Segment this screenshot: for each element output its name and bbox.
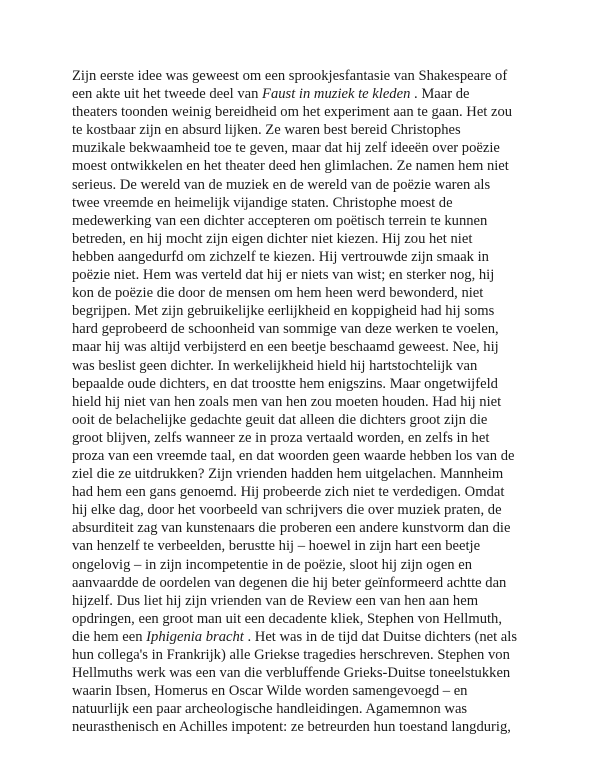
text-line xyxy=(72,266,537,284)
text-line xyxy=(72,646,537,664)
text-segment: . Maar de xyxy=(410,86,470,103)
text-line xyxy=(72,357,537,375)
text-line xyxy=(72,194,537,212)
text-segment: Hellmuths werk was een van die verbluffende Grieks-Duitse toneelstukken xyxy=(72,665,511,682)
document-page xyxy=(72,67,537,736)
italic-title: Iphigenia bracht xyxy=(146,628,244,645)
text-line xyxy=(72,320,537,338)
text-segment: een akte uit het tweede deel van xyxy=(72,86,263,103)
text-segment: hij elke dag, door het voorbeeld van schrijvers die over muziek praten, de xyxy=(72,502,502,519)
text-segment: van henzelf te verbeelden, berustte hij – hoewel in zijn hart een beetje xyxy=(72,538,481,555)
text-line xyxy=(72,537,537,555)
text-line xyxy=(72,411,537,429)
text-segment: absurditeit zag van kunstenaars die proberen een andere kunstvorm dan die xyxy=(72,520,511,537)
text-segment: serieus. De wereld van de muziek en de wereld van de poëzie waren als xyxy=(72,176,491,193)
text-line xyxy=(72,248,537,266)
text-segment: maar hij was altijd verbijsterd en een beetje beschaamd geweest. Nee, hij xyxy=(72,339,499,356)
text-segment: begrijpen. Met zijn gebruikelijke eerlijkheid en koppigheid had hij soms xyxy=(72,303,495,320)
text-line xyxy=(72,519,537,537)
text-line xyxy=(72,375,537,393)
text-line xyxy=(72,556,537,574)
text-line xyxy=(72,67,537,85)
text-segment: . Het was in de tijd dat Duitse dichters (net als xyxy=(243,628,518,645)
text-line xyxy=(72,393,537,411)
text-segment: ziel die ze uitdrukken? Zijn vrienden hadden hem uitgelachen. Mannheim xyxy=(72,466,504,483)
text-segment: ongelovig – in zijn incompetentie in de poëzie, sloot hij zijn ogen en xyxy=(72,556,473,573)
text-segment: bepaalde oude dichters, en dat troostte hem enigszins. Maar ongetwijfeld xyxy=(72,375,498,392)
text-segment: had hem een gans genoemd. Hij probeerde zich niet te verdedigen. Omdat xyxy=(72,484,505,501)
text-segment: kon de poëzie die door de mensen om hem heen werd bewonderd, niet xyxy=(72,285,484,302)
text-line xyxy=(72,176,537,194)
text-line xyxy=(72,157,537,175)
text-line xyxy=(72,284,537,302)
text-segment: twee vreemde en heimelijk vijandige staten. Christophe moest de xyxy=(72,194,453,211)
text-segment: hijzelf. Dus liet hij zijn vrienden van de Review een van hen aan hem xyxy=(72,592,479,609)
text-segment: te kostbaar zijn en absurd lijken. Ze waren best bereid Christophes xyxy=(72,122,461,139)
text-line xyxy=(72,85,537,103)
text-line xyxy=(72,718,537,736)
text-line xyxy=(72,338,537,356)
text-line xyxy=(72,574,537,592)
text-line xyxy=(72,429,537,447)
text-line xyxy=(72,139,537,157)
text-segment: waarin Ibsen, Homerus en Oscar Wilde worden samengevoegd – en xyxy=(72,683,468,700)
italic-title: Faust in muziek te kleden xyxy=(262,86,411,103)
text-line xyxy=(72,302,537,320)
text-line xyxy=(72,103,537,121)
text-segment: ooit de belachelijke gedachte geuit dat alleen die dichters groot zijn die xyxy=(72,411,488,428)
text-segment: hun collega's in Frankrijk) alle Griekse tragedies herschreven. Stephen von xyxy=(72,647,510,663)
text-line xyxy=(72,664,537,682)
text-segment: neurasthenisch en Achilles impotent: ze betreurden hun toestand langdurig, xyxy=(72,719,511,736)
text-segment: theaters toonden weinig bereidheid om het experiment aan te gaan. Het zou xyxy=(72,104,513,121)
text-segment: hebben aangedurfd om zichzelf te kiezen. Hij vertrouwde zijn smaak in xyxy=(72,248,489,265)
text-segment: proza van een vreemde taal, en dat woorden geen waarde hebben los van de xyxy=(72,447,515,464)
text-segment: die hem een xyxy=(72,628,147,645)
text-segment: groot blijven, zelfs wanneer ze in proza vertaald worden, en zelfs in het xyxy=(72,429,490,446)
text-segment: natuurlijk een paar archeologische handleidingen. Agamemnon was xyxy=(72,701,468,718)
text-segment: muzikale bekwaamheid toe te geven, maar dat hij zelf ideeën over poëzie xyxy=(72,140,500,157)
text-line xyxy=(72,682,537,700)
text-segment: opdringen, een groot man uit een decadente kliek, Stephen von Hellmuth, xyxy=(72,610,502,627)
text-line xyxy=(72,592,537,610)
text-line xyxy=(72,610,537,628)
text-segment: poëzie niet. Hem was verteld dat hij er niets van wist; en sterker nog, hij xyxy=(72,267,495,284)
text-segment: hard geprobeerd de schoonheid van sommige van deze werken te voelen, xyxy=(72,321,499,338)
text-segment: aanvaardde de oordelen van degenen die hij beter geïnformeerd achtte dan xyxy=(72,574,507,591)
text-line xyxy=(72,700,537,718)
text-segment: hield hij niet van hen zoals men van hen zou moeten houden. Had hij niet xyxy=(72,393,502,410)
text-line xyxy=(72,212,537,230)
text-line xyxy=(72,465,537,483)
text-segment: was beslist geen dichter. In werkelijkheid hield hij hartstochtelijk van xyxy=(72,357,478,374)
text-line xyxy=(72,447,537,465)
text-segment: medewerking van een dichter accepteren om poëtisch terrein te kunnen xyxy=(72,212,488,229)
text-segment: Zijn eerste idee was geweest om een sprookjesfantasie van Shakespeare of xyxy=(72,68,508,84)
text-line xyxy=(72,121,537,139)
text-line xyxy=(72,501,537,519)
text-line xyxy=(72,628,537,646)
text-line xyxy=(72,483,537,501)
text-segment: betreden, en hij mocht zijn eigen dichter niet kiezen. Hij zou het niet xyxy=(72,230,473,247)
text-segment: moest ontwikkelen en het theater deed hen glimlachen. Ze namen hem niet xyxy=(72,158,509,175)
text-line xyxy=(72,230,537,248)
